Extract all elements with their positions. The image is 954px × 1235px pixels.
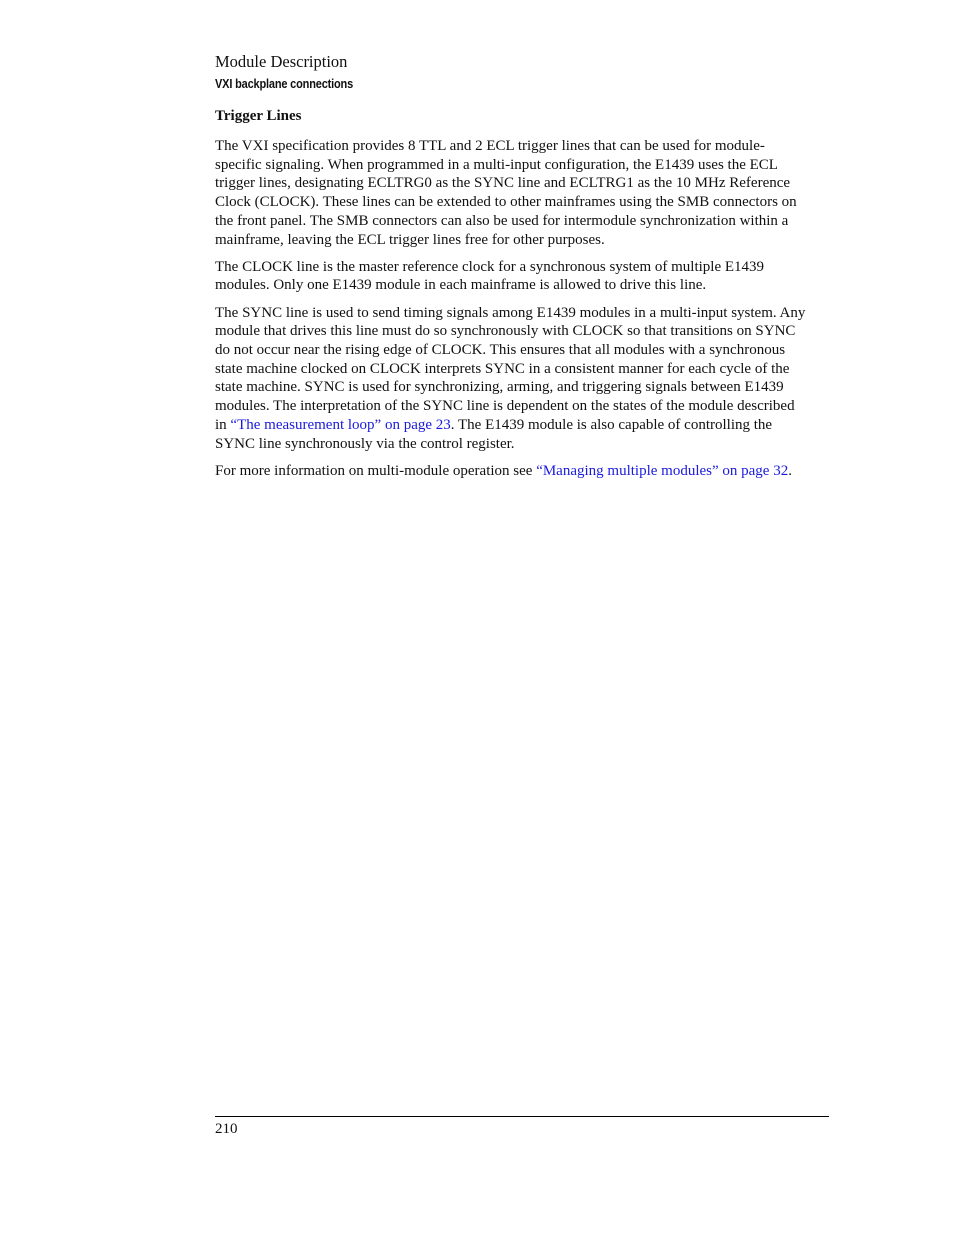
text-span: For more information on multi-module operation see	[215, 462, 537, 479]
paragraph-more-info	[215, 462, 829, 481]
text-span: .	[788, 462, 792, 479]
text-line: modules. Only one E1439 module in each mainframe is allowed to drive this line.	[215, 277, 707, 294]
section-heading: Trigger Lines	[215, 108, 302, 124]
paragraph-clock-line	[215, 258, 829, 295]
text-line: The VXI specification provides 8 TTL and 2 ECL trigger lines that can be used for module-	[215, 138, 765, 154]
text-span: . The E1439 module is also capable of controlling the	[450, 416, 773, 433]
text-line: The SYNC line is used to send timing signals among E1439 modules in a multi-input system. Any	[215, 304, 806, 321]
running-header-chapter: Module Description	[215, 52, 348, 71]
text-line: do not occur near the rising edge of CLOCK. This ensures that all modules with a synchronous	[215, 342, 786, 359]
text-line: modules. The interpretation of the SYNC line is dependent on the states of the module described	[215, 398, 795, 415]
managing-multiple-modules-link[interactable]: “Managing multiple modules” on page 32	[536, 462, 789, 479]
text-line: SYNC line synchronously via the control register.	[215, 435, 515, 452]
text-line: state machine clocked on CLOCK interprets SYNC in a consistent manner for each cycle of the	[215, 360, 790, 377]
text-line	[215, 462, 829, 481]
paragraph-vxi-trigger-lines	[215, 137, 829, 249]
footer-rule	[215, 1116, 829, 1117]
running-header-section: VXI backplane connections	[215, 77, 354, 91]
text-line: specific signaling. When programmed in a multi-input configuration, the E1439 uses the ECL	[215, 156, 778, 173]
text-line: state machine. SYNC is used for synchronizing, arming, and triggering signals between E1439	[215, 379, 784, 396]
text-line: Clock (CLOCK). These lines can be extended to other mainframes using the SMB connectors on	[215, 194, 797, 211]
text-span: in	[215, 416, 231, 433]
measurement-loop-link[interactable]: “The measurement loop” on page 23	[230, 416, 451, 433]
paragraph-sync-line	[215, 304, 829, 454]
text-line: module that drives this line must do so synchronously with CLOCK so that transitions on SYNC	[215, 323, 796, 340]
text-line: The CLOCK line is the master reference clock for a synchronous system of multiple E1439	[215, 258, 765, 275]
page-number: 210	[215, 1121, 238, 1137]
text-line: trigger lines, designating ECLTRG0 as the SYNC line and ECLTRG1 as the 10 MHz Reference	[215, 175, 791, 192]
text-line: the front panel. The SMB connectors can also be used for intermodule synchronization within a	[215, 212, 789, 229]
text-line: mainframe, leaving the ECL trigger lines free for other purposes.	[215, 231, 605, 248]
text-line	[215, 416, 829, 435]
body-text	[215, 137, 829, 489]
